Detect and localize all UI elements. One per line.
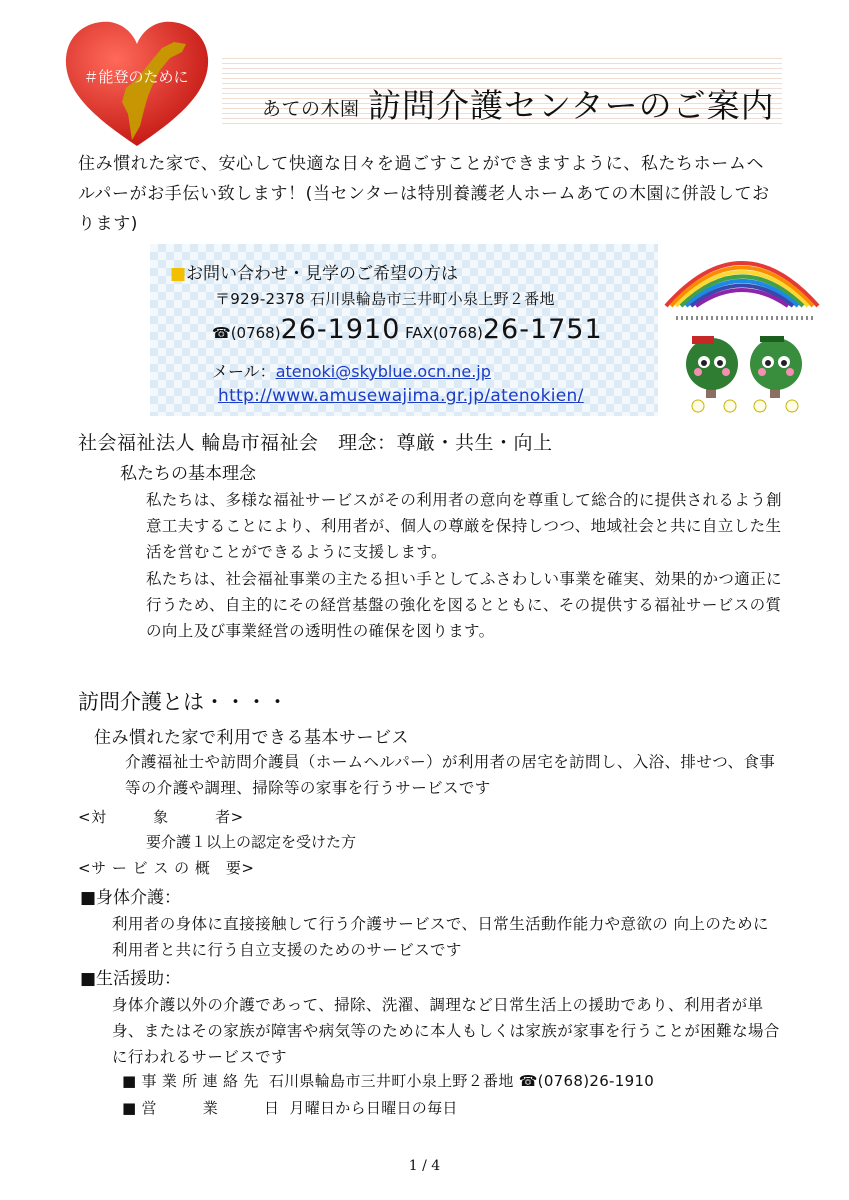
life-support-heading: ■生活援助： xyxy=(80,969,182,989)
philosophy-paragraph-1: 私たちは、多様な福祉サービスがその利用者の意向を尊重して総合的に提供されるよう創意工夫することにより、利用者が、個人の尊厳を保持しつつ、地域社会と共に自立した生活を営むことができるように支援します。 xyxy=(146,491,783,561)
target-label: <対 象 者> xyxy=(78,808,244,826)
contact-heading-text: お問い合わせ・見学のご希望の方は xyxy=(186,264,459,284)
page-title: 訪問介護センターのご案内 xyxy=(368,86,775,125)
title-prefix: あての木園 xyxy=(262,98,360,120)
intro-text: 住み慣れた家で、安心して快適な日々を過ごすことができますように、私たちホームヘルパーがお手伝い致します！(当センターは特別養護老人ホームあての木園に併設しております) xyxy=(78,154,770,234)
hours-label: ■ 営 業 日 xyxy=(122,1099,280,1117)
contact-heading xyxy=(170,259,458,284)
life-support-text: 身体介護以外の介護であって、掃除、洗濯、調理など日常生活上の援助であり、利用者が単身、またはその家族が障害や病気等のために本人もしくは家族が家事を行うことが困難な場合に行われるサービスです xyxy=(112,996,780,1066)
hours-value: 月曜日から日曜日の毎日 xyxy=(289,1099,458,1117)
rainbow-illustration xyxy=(662,236,822,308)
website-link[interactable]: http://www.amusewajima.gr.jp/atenokien/ xyxy=(218,386,584,406)
yellow-square-icon: ■ xyxy=(170,264,187,284)
fax-label: FAX(0768) xyxy=(405,324,483,342)
service-description: 介護福祉士や訪問介護員（ホームヘルパー）が利用者の居宅を訪問し、入浴、排せつ、食事等の介護や調理、掃除等の家事を行うサービスです xyxy=(125,753,776,797)
email-link[interactable]: atenoki@skyblue.ocn.ne.jp xyxy=(275,362,491,381)
organization-line: 社会福祉法人 輪島市福祉会 理念：尊厳・共生・向上 xyxy=(78,432,553,454)
contact-mail-row xyxy=(212,359,491,382)
service-subtitle: 住み慣れた家で利用できる基本サービス xyxy=(94,728,409,748)
tel-number[interactable]: 26-1910 xyxy=(280,314,401,345)
noto-heart-logo xyxy=(62,18,212,150)
contact-address: 〒929-2378 石川県輪島市三井町小泉上野２番地 xyxy=(215,290,555,308)
philosophy-heading: 私たちの基本理念 xyxy=(120,464,256,484)
page-number: 1 / 4 xyxy=(408,1158,441,1174)
phone-icon: ☎ xyxy=(212,324,231,342)
logo-text: ＃能登のために xyxy=(83,68,189,86)
service-section-title: 訪問介護とは・・・・ xyxy=(78,690,288,714)
contact-phone-row xyxy=(212,314,603,345)
philosophy-paragraph-2: 私たちは、社会福祉事業の主たる担い手としてふさわしい事業を確実、効果的かつ適正に行うため、自主的にその経営基盤の強化を図るとともに、その提供する福祉サービスの質の向上及び事業経営の透明性の確保を図ります。 xyxy=(146,570,783,640)
body-care-text: 利用者の身体に直接接触して行う介護サービスで、日常生活動作能力や意欲の 向上のために利用者と共に行う自立支援のためのサービスです xyxy=(112,915,769,959)
tiny-caption-decoration xyxy=(676,316,816,320)
target-value: 要介護１以上の認定を受けた方 xyxy=(146,833,357,851)
office-contact-row xyxy=(122,1070,654,1091)
mascot-trees-illustration xyxy=(680,326,810,414)
fax-number: 26-1751 xyxy=(482,314,603,345)
overview-label: <サ ー ビ ス の 概 要> xyxy=(78,859,255,877)
office-label: ■ 事 業 所 連 絡 先 xyxy=(122,1072,259,1090)
office-value: 石川県輪島市三井町小泉上野２番地 ☎(0768)26-1910 xyxy=(268,1072,655,1090)
business-days-row xyxy=(122,1097,458,1118)
mail-label: メール： xyxy=(212,362,276,381)
tel-area: (0768) xyxy=(230,324,281,342)
body-care-heading: ■身体介護： xyxy=(80,888,182,908)
